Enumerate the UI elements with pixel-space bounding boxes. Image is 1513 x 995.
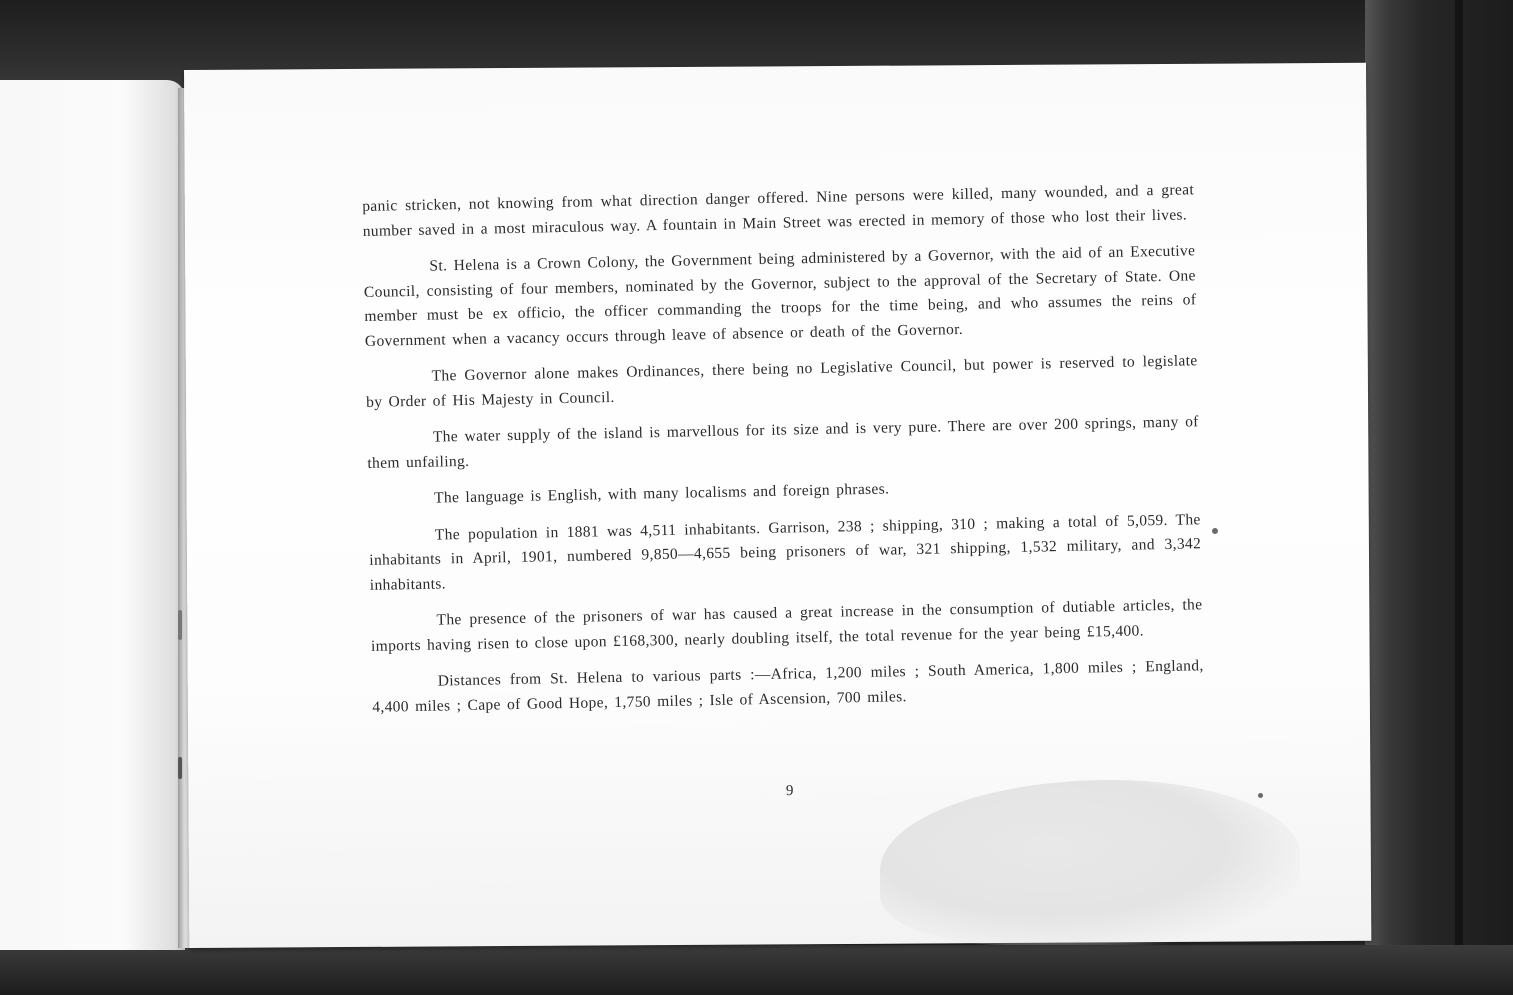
- paragraph: St. Helena is a Crown Colony, the Government being administered by a Governor, with the aid of an Executive Council, consisting of four members, nominated by the Governor, subject to the approval of the Secretary of State. One member must be ex officio, the officer commanding the troops for the time being, and who assumes the reins of Government when a vacancy occurs through leave of absence or death of the Governor.: [363, 242, 1197, 350]
- paragraph: panic stricken, not knowing from what direction danger offered. Nine persons were killed, many wounded, and a great number saved in a most miraculous way. A fountain in Main Street was erected in memory of those who lost their lives.: [362, 181, 1195, 240]
- page-number: 9: [785, 782, 794, 800]
- paragraph: The Governor alone makes Ordinances, there being no Legislative Council, but power is reserved to legislate by Order of His Majesty in Council.: [365, 352, 1198, 411]
- paper-speck: [1212, 528, 1218, 534]
- paragraph: The presence of the prisoners of war has caused a great increase in the consumption of dutiable articles, the imports having risen to close upon £168,300, nearly doubling itself, the total revenue for the year being £15,400.: [370, 596, 1203, 655]
- book-cover-edge: [1455, 0, 1463, 995]
- paper-speck: [178, 610, 182, 640]
- paragraph: Distances from St. Helena to various parts :—Africa, 1,200 miles ; South America, 1,800 miles ; England, 4,400 miles ; Cape of Good Hope, 1,750 miles ; Isle of Ascension, 700 miles.: [372, 657, 1204, 716]
- paper-speck: [178, 757, 182, 779]
- paragraph: The language is English, with many localisms and foreign phrases.: [433, 480, 890, 507]
- book-cover-bottom: [0, 945, 1513, 995]
- paragraph: The water supply of the island is marvellous for its size and is very pure. There are over 200 springs, many of them unfailing.: [367, 413, 1199, 472]
- book-cover-right: [1365, 0, 1513, 995]
- left-page: [0, 80, 185, 950]
- paper-speck: [1258, 793, 1263, 798]
- page-text: [362, 178, 1205, 732]
- paragraph: The population in 1881 was 4,511 inhabitants. Garrison, 238 ; shipping, 310 ; making a total of 5,059. The inhabitants in April, 1901, numbered 9,850—4,655 being prisoners of war, 321 shipping, 1,532 military, and 3,342 inhabitants.: [369, 510, 1202, 594]
